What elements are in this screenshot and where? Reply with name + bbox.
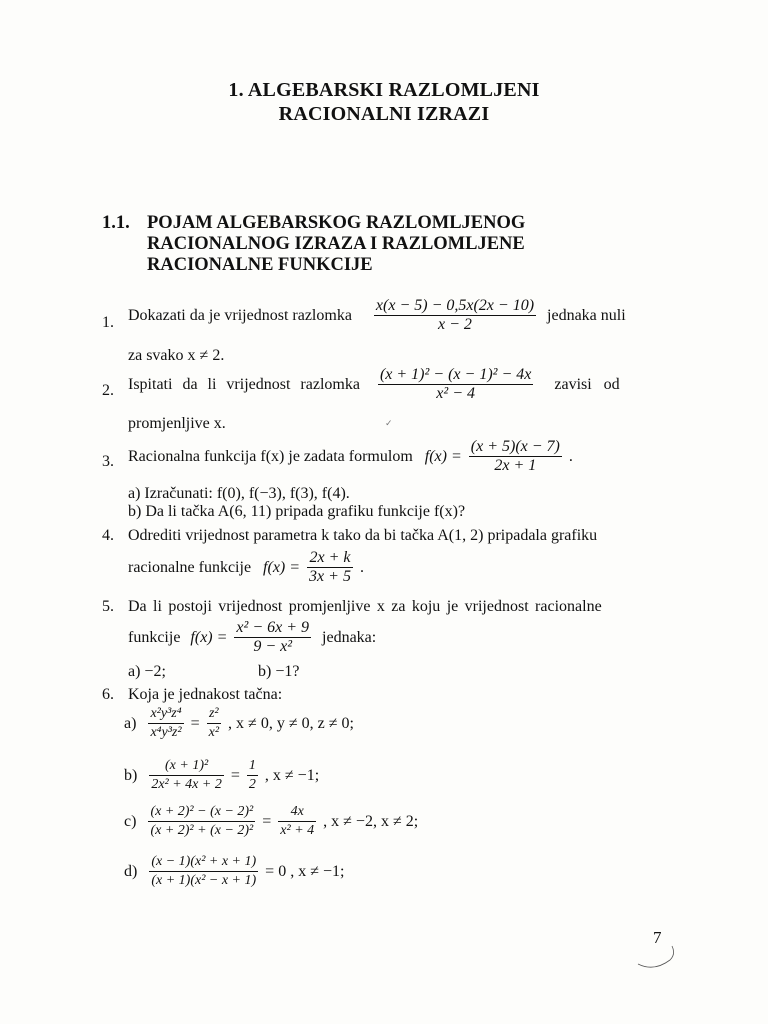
problem-1 (128, 297, 673, 334)
problem-3-part-b: b) Da li tačka A(6, 11) pripada grafiku funkcije f(x)? (128, 503, 466, 520)
option-d-rhs: = 0 (265, 862, 287, 880)
problem-1-line-2: za svako x ≠ 2. (128, 347, 225, 364)
option-d-condition: , x ≠ −1; (290, 862, 345, 880)
section-title-line-3: RACIONALNE FUNKCIJE (147, 255, 373, 275)
fraction-numerator: 4x (278, 803, 316, 822)
fraction-numerator: (x + 1)² − (x − 1)² − 4x (379, 366, 532, 383)
option-label: a) (124, 714, 137, 732)
fraction-denominator: (x + 1)(x² − x + 1) (151, 873, 257, 888)
fraction-denominator: x² (208, 725, 220, 740)
scan-speck: ✓ (385, 418, 393, 428)
option-a-right-fraction (207, 705, 221, 742)
option-c-condition: , x ≠ −2, x ≠ 2; (323, 812, 419, 830)
problem-3-number: 3. (102, 453, 114, 470)
section-number: 1.1. (102, 213, 130, 233)
problem-3-text-after: . (568, 447, 573, 465)
page-corner-mark-icon (636, 942, 678, 972)
problem-1-fraction (374, 297, 536, 334)
section-heading (102, 213, 602, 276)
fraction-numerator: x(x − 5) − 0,5x(2x − 10) (375, 297, 535, 314)
problem-5-part-a: a) −2; (128, 663, 166, 680)
fraction-denominator: x² − 4 (436, 385, 475, 402)
fraction-numerator: 1 (247, 757, 258, 776)
fraction-denominator: 3x + 5 (309, 568, 351, 585)
problem-4-line-1: Odrediti vrijednost parametra k tako da bi tačka A(1, 2) pripadala grafiku (128, 527, 598, 544)
option-d-fraction (149, 853, 258, 890)
option-a-condition: , x ≠ 0, y ≠ 0, z ≠ 0; (228, 714, 354, 732)
problem-1-text-after: jednaka nuli (547, 306, 626, 324)
option-c-left-fraction (148, 803, 255, 840)
problem-5-fraction (234, 619, 311, 656)
fraction-numerator: (x + 1)² (149, 757, 224, 776)
problem-5-part-b: b) −1? (258, 663, 300, 680)
fraction-numerator: 2x + k (307, 549, 353, 568)
problem-5-line-1: Da li postoji vrijednost promjenljive x za koju je vrijednost racionalne (128, 598, 602, 615)
fraction-numerator: (x − 1)(x² + x + 1) (149, 853, 258, 872)
problem-5-formula-lhs: f(x) = (190, 628, 228, 646)
chapter-title-line-1: 1. ALGEBARSKI RAZLOMLJENI (228, 79, 540, 101)
fraction-numerator: (x + 5)(x − 7) (470, 438, 560, 455)
problem-2-text-after: zavisi od (554, 375, 620, 393)
problem-2-line-2: promjenljive x. (128, 415, 226, 432)
option-b-left-fraction (149, 757, 224, 794)
fraction-numerator: (x + 2)² − (x − 2)² (148, 803, 255, 822)
equals-sign: = (262, 812, 272, 830)
problem-3-formula-lhs: f(x) = (424, 447, 462, 465)
fraction-numerator: x²y³z⁴ (148, 705, 183, 724)
section-title-line-1: POJAM ALGEBARSKOG RAZLOMLJENOG (147, 213, 526, 233)
problem-2-fraction (378, 366, 533, 403)
problem-2-text: Ispitati da li vrijednost razlomka (128, 375, 360, 393)
problem-1-number: 1. (102, 314, 114, 331)
problem-4-text-after: . (359, 558, 364, 576)
fraction-denominator: 2x + 1 (494, 457, 537, 474)
problem-5-line-2 (128, 619, 376, 656)
problem-4-text: racionalne funkcije (128, 558, 252, 576)
problem-6-option-b (124, 757, 319, 794)
problem-5-text-after: jednaka: (322, 628, 377, 646)
fraction-denominator: 9 − x² (253, 638, 293, 655)
option-label: b) (124, 766, 138, 784)
problem-3 (128, 438, 573, 475)
fraction-denominator: x − 2 (438, 316, 472, 333)
problem-6-option-c (124, 803, 418, 840)
equals-sign: = (190, 714, 200, 732)
problem-4-number: 4. (102, 527, 114, 544)
option-label: c) (124, 812, 137, 830)
problem-3-text: Racionalna funkcija f(x) je zadata formulom (128, 447, 413, 465)
problem-5-text: funkcije (128, 628, 181, 646)
problem-3-fraction (469, 438, 562, 475)
problem-5-number: 5. (102, 598, 114, 615)
option-b-right-fraction (247, 757, 258, 794)
page-number: 7 (653, 928, 662, 947)
problem-1-text: Dokazati da je vrijednost razlomka (128, 306, 352, 324)
option-label: d) (124, 862, 138, 880)
problem-4-fraction (307, 549, 353, 586)
problem-6-line-1: Koja je jednakost tačna: (128, 686, 283, 703)
section-title-line-2: RACIONALNOG IZRAZA I RAZLOMLJENE (147, 234, 525, 254)
chapter-title-line-2: RACIONALNI IZRAZI (278, 103, 490, 125)
problem-3-part-a: a) Izračunati: f(0), f(−3), f(3), f(4). (128, 485, 350, 502)
problem-4-formula-lhs: f(x) = (263, 558, 301, 576)
fraction-denominator: 2 (248, 777, 256, 792)
fraction-numerator: x² − 6x + 9 (236, 619, 310, 636)
problem-4-line-2 (128, 549, 364, 586)
problem-2 (128, 366, 673, 403)
option-a-left-fraction (148, 705, 183, 742)
fraction-numerator: z² (207, 705, 221, 724)
equals-sign: = (230, 766, 240, 784)
fraction-denominator: x² + 4 (280, 823, 315, 838)
fraction-denominator: x⁴y³z² (150, 725, 182, 740)
problem-6-option-a (124, 705, 354, 742)
option-c-right-fraction (278, 803, 316, 840)
fraction-denominator: 2x² + 4x + 2 (151, 777, 222, 792)
problem-6-option-d (124, 853, 344, 890)
chapter-title (0, 78, 768, 126)
problem-2-number: 2. (102, 382, 114, 399)
fraction-denominator: (x + 2)² + (x − 2)² (150, 823, 254, 838)
problem-6-number: 6. (102, 686, 114, 703)
option-b-condition: , x ≠ −1; (264, 766, 320, 784)
